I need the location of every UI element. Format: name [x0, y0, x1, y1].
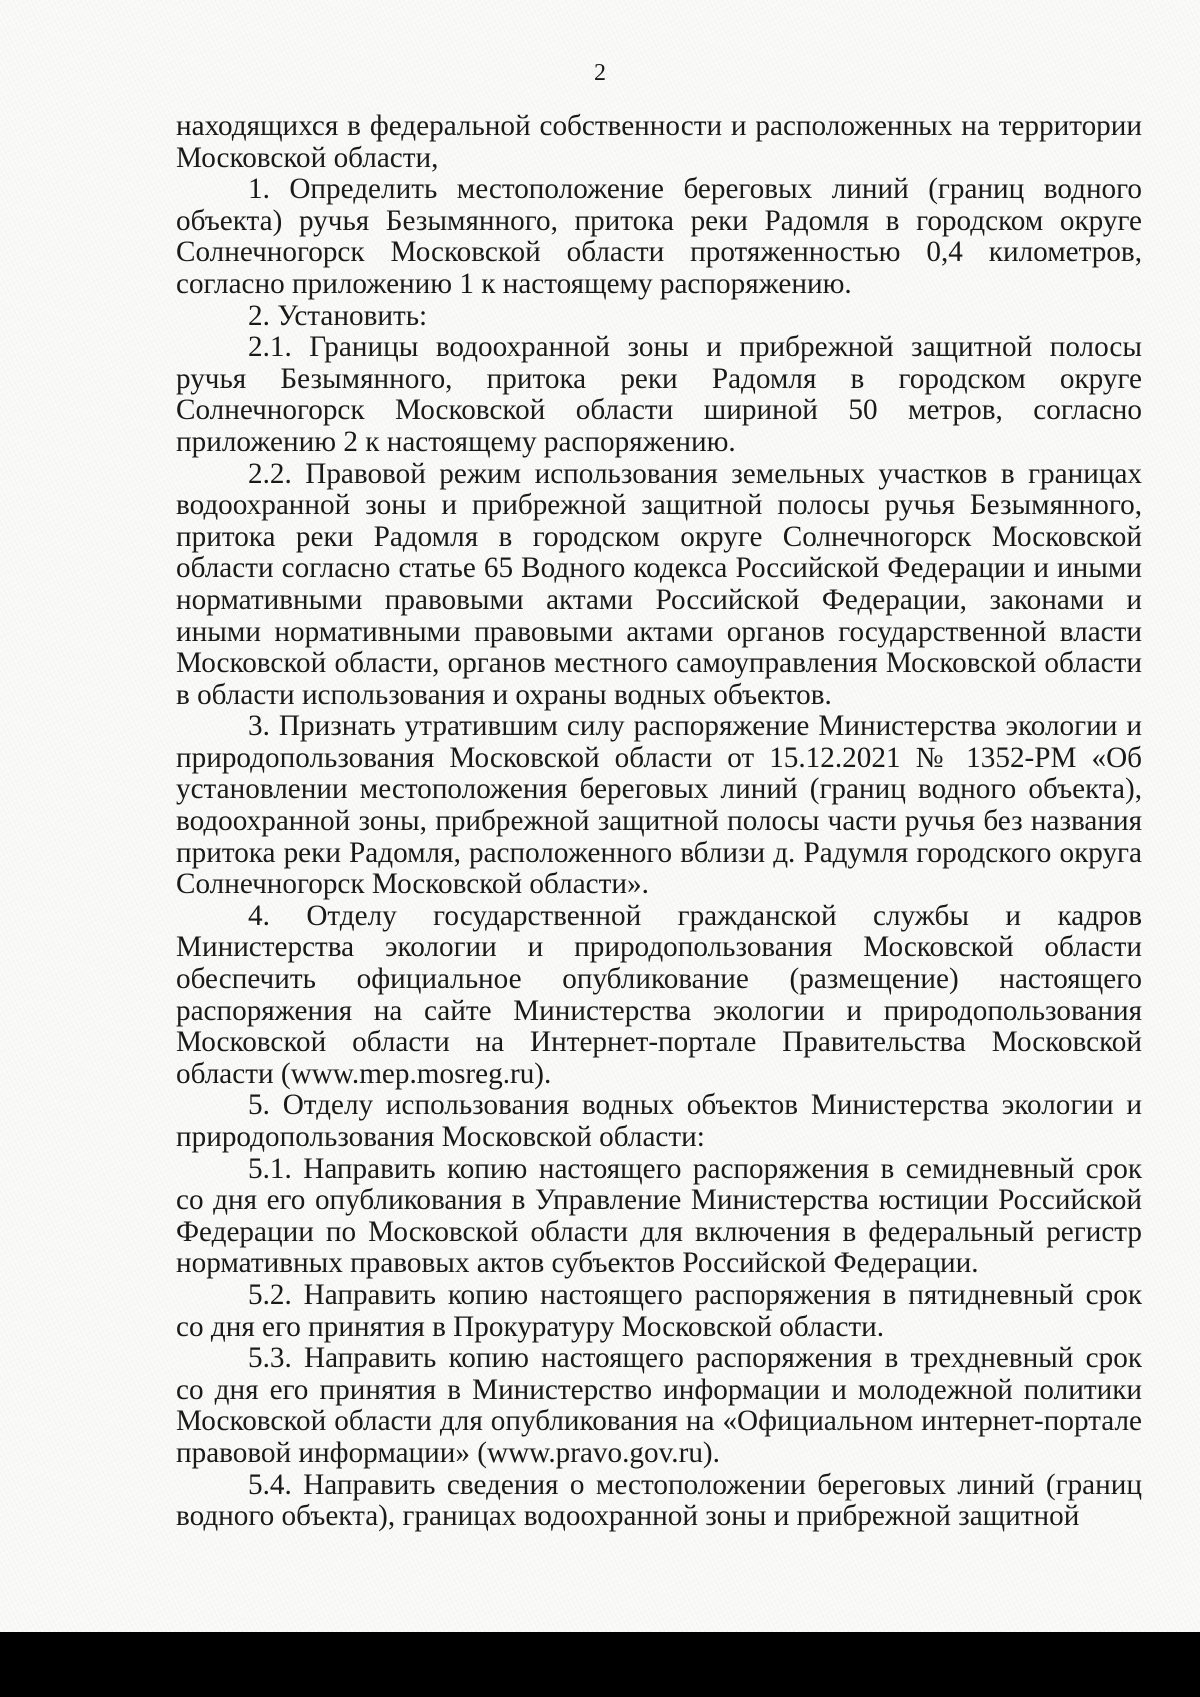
paragraph-item-5-1: 5.1. Направить копию настоящего распоряжения в семидневный срок со дня его опубликования в Управление Министерства юстиции Российской Федерации по Московской области для включения в федеральный регистр нормативных правовых актов субъектов Российской Федерации.: [176, 1152, 1142, 1280]
scan-bottom-edge: [0, 1632, 1200, 1697]
document-body: [176, 111, 1142, 1533]
paragraph-item-5-3: 5.3. Направить копию настоящего распоряжения в трехдневный срок со дня его принятия в Министерство информации и молодежной политики Московской области для опубликования на «Официальном интернет-портале правовой информации» (www.pravo.gov.ru).: [176, 1342, 1142, 1469]
paragraph-item-5: 5. Отделу использования водных объектов Министерства экологии и природопользования Московской области:: [176, 1089, 1142, 1153]
paragraph-item-4: 4. Отделу государственной гражданской службы и кадров Министерства экологии и природопользования Московской области обеспечить официальное опубликование (размещение) настоящего распоряжения на сайте Министерства экологии и природопользования Московской области на Интернет-портале Правительства Московской области (www.mep.mosreg.ru).: [176, 899, 1142, 1090]
paragraph-item-3: 3. Признать утратившим силу распоряжение Министерства экологии и природопользования Московской области от 15.12.2021 № 1352-РМ «Об установлении местоположения береговых линий (границ водного объекта), водоохранной зоны, прибрежной защитной полосы части ручья без названия притока реки Радомля, расположенного вблизи д. Радумля городского округа Солнечногорск Московской области».: [176, 710, 1142, 901]
paragraph-item-2-2: 2.2. Правовой режим использования земельных участков в границах водоохранной зоны и прибрежной защитной полосы ручья Безымянного, притока реки Радомля в городском округе Солнечногорск Московской области согласно статье 65 Водного кодекса Российской Федерации и иными нормативными правовыми актами Российской Федерации, законами и иными нормативными правовыми актами органов государственной власти Московской области, органов местного самоуправления Московской области в области использования и охраны водных объектов.: [176, 457, 1142, 711]
paragraph-item-5-2: 5.2. Направить копию настоящего распоряжения в пятидневный срок со дня его принятия в Прокуратуру Московской области.: [176, 1278, 1142, 1343]
paragraph-item-5-4: 5.4. Направить сведения о местоположении береговых линий (границ водного объекта), границах водоохранной зоны и прибрежной защитной: [176, 1468, 1142, 1533]
paragraph-item-2: 2. Установить:: [248, 299, 428, 332]
paragraph-item-1: 1. Определить местоположение береговых линий (границ водного объекта) ручья Безымянного, притока реки Радомля в городском округе Солнечногорск Московской области протяженностью 0,4 километров, согласно приложению 1 к настоящему распоряжению.: [176, 173, 1142, 300]
page-number: 2: [594, 60, 606, 86]
paragraph-item-2-1: 2.1. Границы водоохранной зоны и прибрежной защитной полосы ручья Безымянного, притока реки Радомля в городском округе Солнечногорск Московской области шириной 50 метров, согласно приложению 2 к настоящему распоряжению.: [176, 331, 1142, 458]
paragraph-continuation: находящихся в федеральной собственности и расположенных на территории Московской области,: [176, 110, 1142, 174]
